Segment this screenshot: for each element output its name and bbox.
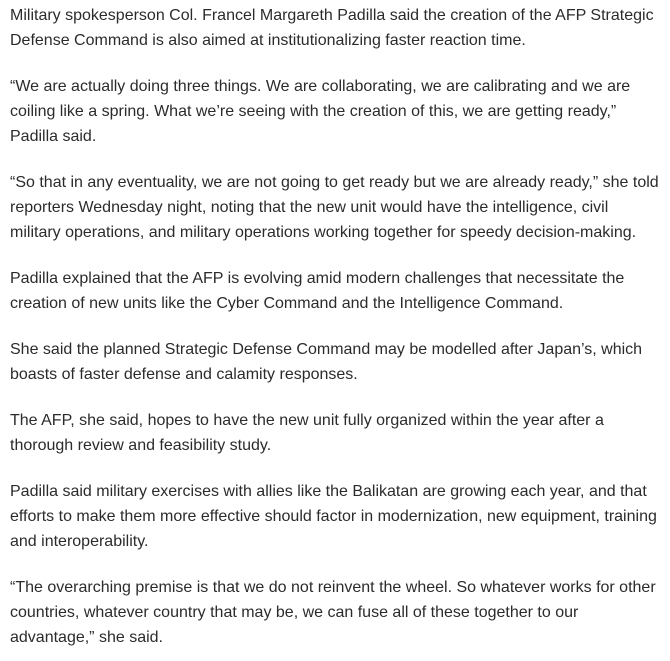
article-paragraph: Padilla said military exercises with allies like the Balikatan are growing each year, and that efforts to make them more effective should factor in modernization, new equipment, training and interoperability. <box>10 483 657 550</box>
article-paragraph: “The overarching premise is that we do not reinvent the wheel. So whatever works for other countries, whatever country that may be, we can fuse all of these together to our advantage,” she said. <box>10 579 656 646</box>
article-paragraph: Military spokesperson Col. Francel Margareth Padilla said the creation of the AFP Strategic Defense Command is also aimed at institutionalizing faster reaction time. <box>10 7 654 49</box>
article-paragraph: “We are actually doing three things. We are collaborating, we are calibrating and we are coiling like a spring. What we’re seeing with the creation of this, we are getting ready,” Padilla said. <box>10 78 631 145</box>
article-paragraph: She said the planned Strategic Defense Command may be modelled after Japan’s, which boasts of faster defense and calamity responses. <box>10 341 643 383</box>
article-paragraph: The AFP, she said, hopes to have the new unit fully organized within the year after a thorough review and feasibility study. <box>10 412 604 454</box>
article-paragraph: Padilla explained that the AFP is evolving amid modern challenges that necessitate the creation of new units like the Cyber Command and the Intelligence Command. <box>10 270 625 312</box>
article-paragraph: “So that in any eventuality, we are not going to get ready but we are already ready,” she told reporters Wednesday night, noting that the new unit would have the intelligence, civil military operations, and military operations working together for speedy decision-making. <box>10 174 659 241</box>
